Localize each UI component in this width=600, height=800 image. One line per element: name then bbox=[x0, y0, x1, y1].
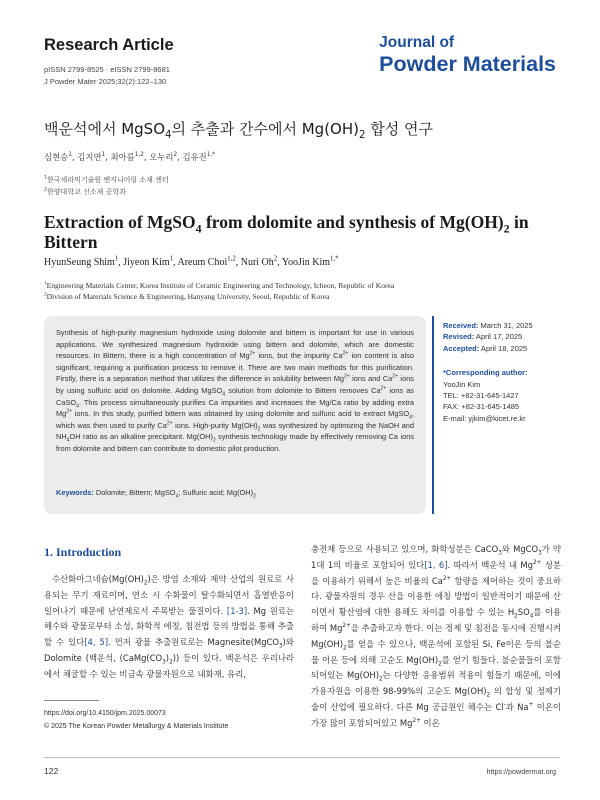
citation-link[interactable]: [1, 6] bbox=[424, 559, 448, 570]
footnote bbox=[44, 707, 228, 733]
english-affiliation: $^1$Engineering Materials Center, Korea Institute of Ceramic Engineering and Technology, Icheon, Republic of Korea bbox=[44, 280, 395, 290]
intro-column-right: 충전재 등으로 사용되고 있으며, 화학성분은 CaCO$_3$와 MgCO$_3$가 약 1대 1의 비율로 포함되어 있다[1, 6]. 따라서 백운석 내 $Mg^{2+}$ 성분을 이용하기 위해서 높은 비율의 $Ca^{2+}$ 함량을 제어하는 것이 중요하다. 광물자원의 경우 산을 이용한 에칭 방법이 일반적이기 때문에 산이면서 황산염에 대한 용해도 차이를 이용할 수 있는 $H_2SO_4$를 이용하여 $Mg^{2+}$을 추출하고자 한다. 이는 정제 및 침전을 동시에 진행시켜 $Mg(OH)_2$를 얻을 수 있으나, 백운석에 포함된 Si, Fe이온 등의 불순물 이온 등에 의해 고순도 $Mg(OH)_2$를 얻기 힘들다. 불순물들이 포함 되어있는 $Mg(OH)_2$는 다양한 응용범위 적용이 힘들기 때문에, 이에 가용자원을 이용한 98-99%의 고순도 $Mg(OH)_2$ 의 합성 및 정제기술이 산업에 필요하다. 다른 Mg 공급원인 해수는 Cl-과 Na+ 이온이 가장 많이 포함되어있고 $Mg^{2+}$ 이온 bbox=[311, 544, 562, 728]
corresponding-author-label: *Corresponding author: bbox=[443, 368, 528, 378]
footnote-rule bbox=[44, 700, 99, 701]
page-footer-rule bbox=[44, 757, 560, 758]
article-header bbox=[44, 36, 174, 88]
corresponding-fax: FAX: +82-31-645-1485 bbox=[443, 402, 520, 412]
article-history bbox=[443, 320, 563, 424]
korean-title: 백운석에서 MgSO$_4$의 추출과 간수에서 $Mg(OH)_2$ 합성 연구 bbox=[44, 120, 433, 141]
doi-link[interactable]: https://doi.org/10.4150/jpm.2025.00073 bbox=[44, 710, 166, 717]
copyright: © 2025 The Korean Powder Metallurgy & Materials Institute bbox=[44, 723, 229, 730]
article-type: Research Article bbox=[44, 36, 174, 54]
citation-link[interactable]: [4, 5] bbox=[84, 637, 109, 648]
issn-info bbox=[44, 64, 174, 88]
revised-date: Revised: April 17, 2025 bbox=[443, 332, 523, 342]
received-date: Received: March 31, 2025 bbox=[443, 321, 533, 330]
issn-line: pISSN 2799-8525 · eISSN 2799-8681 bbox=[44, 65, 170, 74]
accepted-date: Accepted: April 18, 2025 bbox=[443, 343, 528, 353]
korean-affiliation: $^1$한국세라믹기술원 엔지니어링 소재 센터 bbox=[44, 175, 169, 184]
journal-logo bbox=[379, 34, 556, 76]
abstract-box bbox=[44, 316, 426, 514]
keywords: Keywords: Dolomite; Bittern; MgSO$_4$; Sulfuric acid; $Mg(OH)_2$ bbox=[56, 488, 256, 500]
english-affiliations bbox=[44, 280, 564, 302]
korean-affiliation: $^2$한양대학교 신소재 공학과 bbox=[44, 187, 126, 196]
corresponding-email: E-mail: yjkim@kicet.re.kr bbox=[443, 413, 526, 423]
corresponding-tel: TEL: +82-31-645-1427 bbox=[443, 391, 519, 401]
english-title: Extraction of MgSO$_4$ from dolomite and synthesis of $Mg(OH)_2$ in Bittern bbox=[44, 212, 529, 252]
journal-url[interactable]: https://powdermat.org bbox=[486, 767, 556, 776]
citation-line: J Powder Mater 2025;32(2):122–130 bbox=[44, 77, 167, 86]
english-authors: HyunSeung Shim$^1$, Jiyeon Kim$^1$, Areum Choi$^{1,2}$, Nuri Oh$^2$, YooJin Kim$^{1,*}$ bbox=[44, 255, 339, 268]
abstract-text: Synthesis of high-purity magnesium hydroxide using dolomite and bittern is important for use in various applications. We synthesized magnesium hydroxide using bittern and dolomite, which are domestic resources. In Bittern, there is a high concentration of $Mg^{2+}$ ions, but the impurity $Ca^{2+}$ ion content is also significant, requiring a purification process to remove it. There are two main methods for this purification. Firstly, there is a separation method that utilizes the difference in solubility between $Mg^{2+}$ ions and $Ca^{2+}$ ions by using sulfuric acid on dolomite. Adding MgSO$_4$ solution from dolomite to Bittern removes $Ca^{2+}$ ions as CaSO$_4$. This process simultaneously purifies Ca impurities and increases the Mg/Ca ratio by adding extra $Mg^{2+}$ ions. In this study, purified bittern was obtained by using dolomite and sulfuric acid to extract MgSO$_4$, which was then used to purify $Ca^{2+}$ ions. High-purity $Mg(OH)_2$ was synthesized by optimizing the NaOH and $NH_4OH$ ratio as an alkaline precipitant. $Mg(OH)_2$ synthesis technology made by effectively removing Ca ions from dolomite and bittern can contribute to domestic pilot production. bbox=[56, 328, 415, 453]
korean-affiliations bbox=[44, 174, 169, 198]
intro-column-left: 수산화마그네슘$(Mg(OH)_2)$은 방염 소재와 제약 산업의 원료로 사용되는 무기 재료이며, 연소 시 수화물이 탈수화되면서 흡열반응이 일어나기 때문에 난연제로서 주목받는 물질이다. [1-3]. Mg 원료는 해수와 광물로부터 소성, 화학적 에칭, 침전법 등의 방법을 통해 추출할 수 있다[4, 5]. 먼저 광물 추출원료로는 Magnesite(MgCO$_3$)와 Dolomite (백운석, $(CaMg(CO_3)_2)$) 등이 있다. 백운석은 우리나라에서 채굴할 수 있는 비금속 광물자원으로 내화재, 유리, bbox=[44, 574, 295, 679]
page-number: 122 bbox=[44, 766, 59, 776]
korean-authors: 심현승$^1$, 김지연$^1$, 최아름$^{1,2}$, 오누리$^2$, 김유진$^{1,*}$ bbox=[44, 152, 216, 162]
citation-link[interactable]: [1-3] bbox=[226, 605, 248, 616]
section-heading: 1. Introduction bbox=[44, 545, 122, 559]
journal-name-line1: Journal of bbox=[379, 34, 455, 51]
journal-name-line2: Powder Materials bbox=[379, 52, 556, 76]
keywords-label: Keywords: bbox=[56, 488, 94, 497]
english-affiliation: $^2$Division of Materials Science & Engineering, Hanyang University, Seoul, Republic of Korea bbox=[44, 291, 330, 301]
side-divider bbox=[432, 316, 434, 514]
corresponding-author-name: YooJin Kim bbox=[443, 379, 481, 389]
